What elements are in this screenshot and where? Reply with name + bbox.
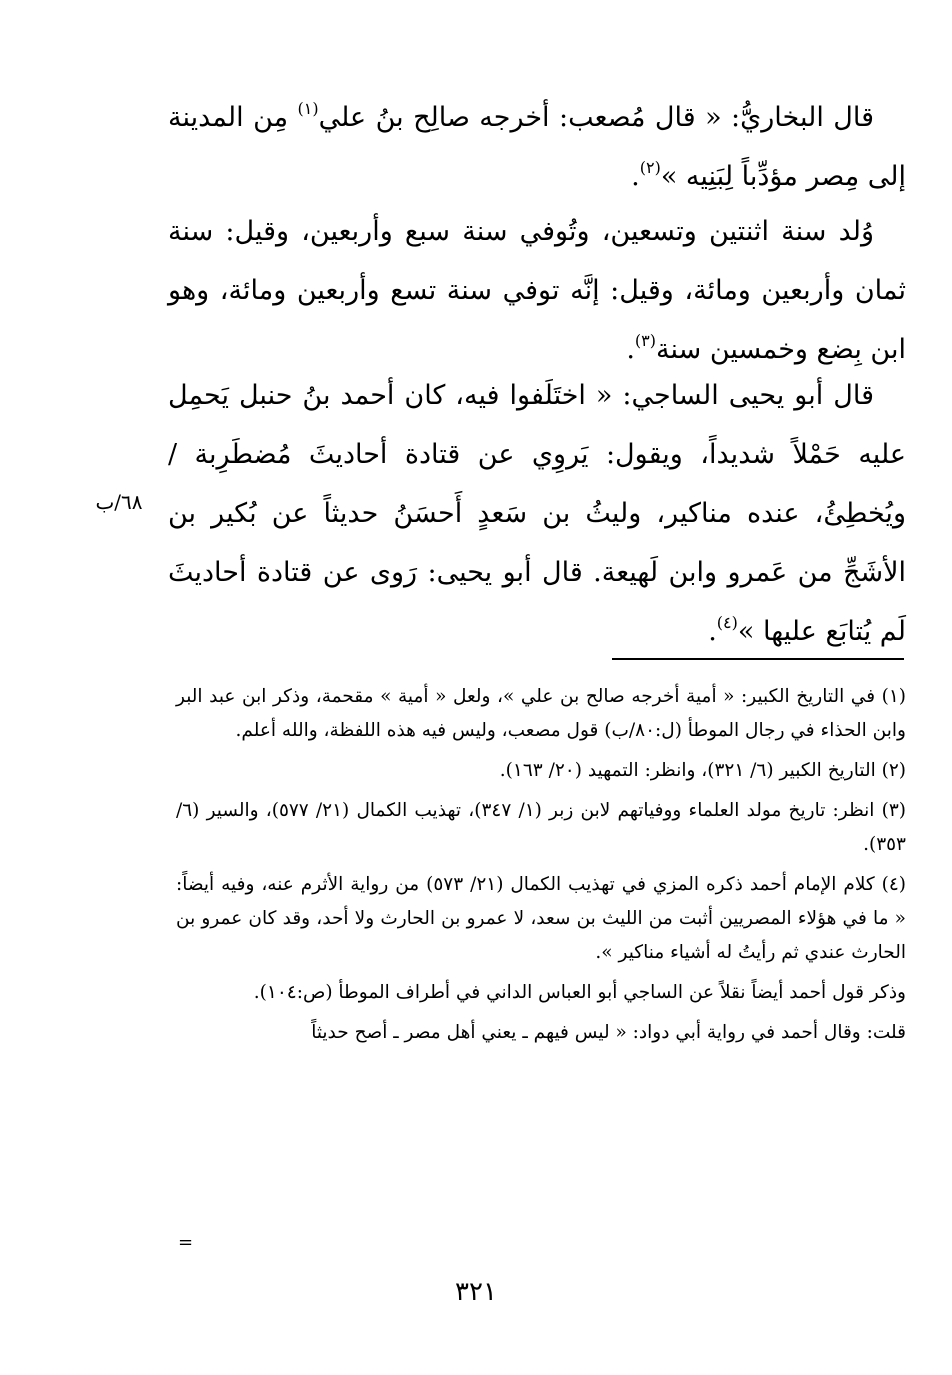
page-number: ٣٢١ — [455, 1277, 497, 1307]
footnote-text: وذكر قول أحمد أيضاً نقلاً عن الساجي أبو العباس الداني في أطراف الموطأ (ص:١٠٤). — [253, 982, 906, 1003]
footnote-ref[interactable]: (١) — [297, 99, 319, 118]
footnote-text: قلت: وقال أحمد في رواية أبي دواد: « ليس فيهم ـ يعني أهل مصر ـ أصح حديثاً — [311, 1022, 906, 1043]
paragraph-text: قال أبو يحيى الساجي: « اختَلَفوا فيه، كان أحمد بنُ حنبل يَحمِل عليه حَمْلاً شديداً، ويقول: يَروِي عن قتادة أحاديثَ مُضطَرِبة / ويُخطِئُ، عنده مناكير، وليثُ بن سَعدٍ أَحسَنُ حديثاً عن بُكير بن الأشَجِّ من عَمرو وابن لَهيعة. قال أبو يحيى: رَوى عن قتادة أحاديثَ لَم يُتابَع عليها » — [168, 380, 906, 647]
paragraph-text: وُلد سنة اثنتين وتسعين، وتُوفي سنة سبع وأربعين، وقيل: سنة ثمان وأربعين ومائة، وقيل: إنَّه توفي سنة تسع وأربعين ومائة، وهو ابن بِضع وخمسين سنة — [168, 216, 906, 365]
footnote-separator — [612, 658, 904, 660]
footnote-text: كلام الإمام أحمد ذكره المزي في تهذيب الكمال (٢١/ ٥٧٣) من رواية الأثرم عنه، وفيه أيضاً: « ما في هؤلاء المصريين أثبت من الليث بن سعد، لا عمرو بن الحارث ولا أحد، وقد كان عمرو بن الحارث عندي ثم رأيتُ له أشياء مناكير ». — [176, 874, 906, 963]
footnote-number: (٤) — [881, 874, 906, 895]
footnote-3 — [176, 794, 906, 862]
continuation-mark: = — [178, 1232, 194, 1253]
paragraph-text: مِن المدينة إلى مِصر مؤدِّباً لِبَنِيه » — [168, 102, 906, 192]
paragraph-text: قال البخاريُّ: « قال مُصعب: أخرجه صالِح بنُ علي — [318, 102, 874, 133]
main-text-3 — [168, 366, 906, 661]
manuscript-folio-marker: ٦٨/ب — [95, 490, 143, 514]
punctuation: . — [631, 161, 640, 192]
main-text-2 — [168, 202, 906, 379]
main-text — [168, 88, 906, 206]
footnote-text: انظر: تاريخ مولد العلماء ووفياتهم لابن زبر (١/ ٣٤٧)، تهذيب الكمال (٢١/ ٥٧٧)، والسير (٦/ ٣٥٣). — [176, 800, 906, 855]
paragraph-saji — [168, 366, 906, 661]
punctuation: . — [626, 334, 635, 365]
paragraph-bukhari — [168, 88, 906, 206]
footnote-number: (٣) — [881, 800, 907, 821]
footnote-number: (٢) — [881, 760, 906, 781]
paragraph-birth-death — [168, 202, 906, 379]
footnote-number: (١) — [881, 686, 906, 707]
footnote-text: في التاريخ الكبير: « أمية أخرجه صالح بن علي »، ولعل « أمية » مقحمة، وذكر ابن عبد البر وابن الحذاء في رجال الموطأ (ل:٨٠/ب) قول مصعب، وليس فيه هذه اللفظة، والله أعلم. — [176, 686, 906, 741]
footnote-ref[interactable]: (٤) — [716, 613, 738, 632]
footnote-text: التاريخ الكبير (٦/ ٣٢١)، وانظر: التمهيد (٢٠/ ١٦٣). — [499, 760, 876, 781]
footnotes — [176, 680, 906, 1056]
footnote-ref[interactable]: (٣) — [634, 331, 656, 350]
footnote-4-comment — [176, 1016, 906, 1050]
footnote-ref[interactable]: (٢) — [639, 158, 661, 177]
footnote-4-continuation — [176, 976, 906, 1010]
footnote-2 — [176, 754, 906, 788]
footnote-1 — [176, 680, 906, 748]
footnote-4 — [176, 868, 906, 970]
punctuation: . — [708, 616, 717, 647]
